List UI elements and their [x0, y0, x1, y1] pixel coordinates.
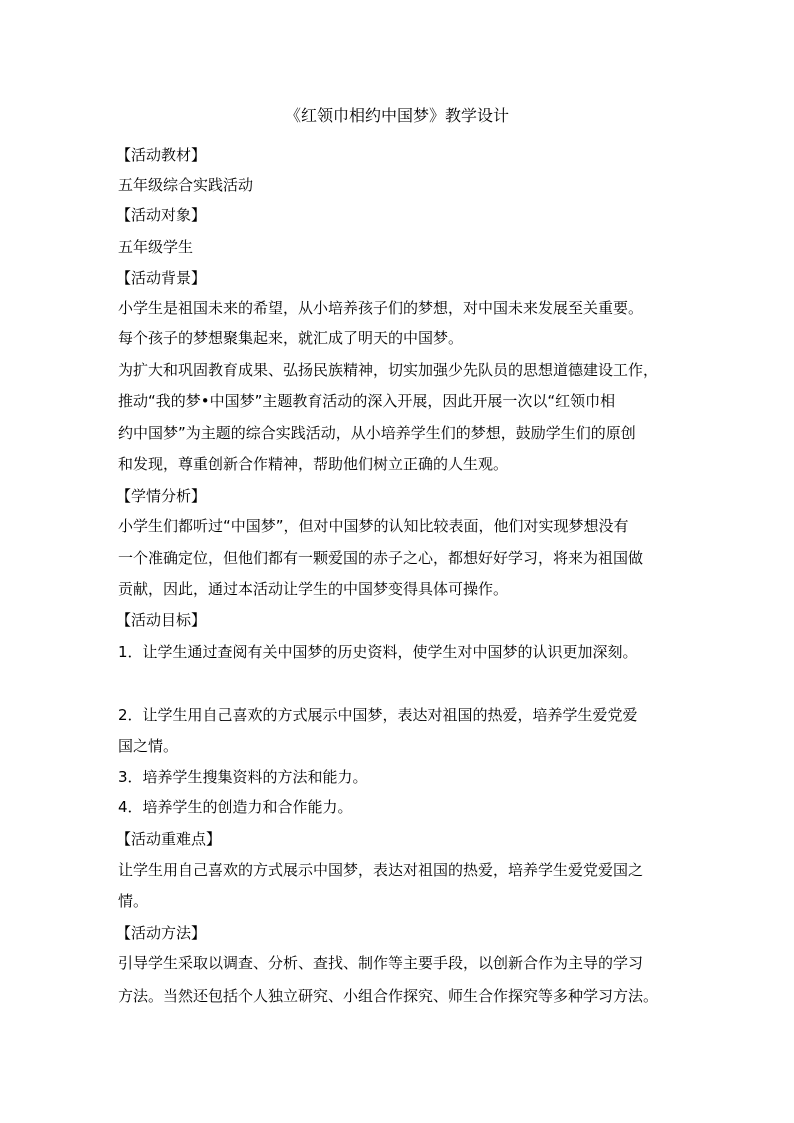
paragraph-line: 约中国梦”为主题的综合实践活动，从小培养学生们的梦想，鼓励学生们的原创 — [118, 424, 636, 442]
paragraph-line: 国之情。 — [118, 737, 179, 755]
section-heading-goals: 【活动目标】 — [116, 611, 207, 629]
paragraph-line: 一个准确定位，但他们都有一颗爱国的赤子之心，都想好好学习，将来为祖国做 — [118, 549, 644, 567]
paragraph-line: 贡献，因此，通过本活动让学生的中国梦变得具体可操作。 — [118, 580, 509, 598]
paragraph-line: 为扩大和巩固教育成果、弘扬民族精神，切实加强少先队员的思想道德建设工作， — [118, 361, 659, 379]
section-heading-analysis: 【学情分析】 — [116, 487, 207, 505]
paragraph-line: 情。 — [118, 892, 149, 910]
paragraph-line: 小学生们都听过“中国梦”，但对中国梦的认知比较表面，他们对实现梦想没有 — [118, 517, 629, 535]
section-heading-background: 【活动背景】 — [116, 269, 207, 287]
paragraph-line: 让学生用自己喜欢的方式展示中国梦，表达对祖国的热爱，培养学生爱党爱国之 — [118, 861, 644, 879]
paragraph-line: 方法。当然还包括个人独立研究、小组合作探究、师生合作探究等多种学习方法。 — [118, 987, 659, 1005]
paragraph-line: 五年级学生 — [118, 238, 194, 256]
paragraph-line: 和发现，尊重创新合作精神，帮助他们树立正确的人生观。 — [118, 455, 509, 473]
paragraph-line: 引导学生采取以调查、分析、查找、制作等主要手段，以创新合作为主导的学习 — [118, 954, 644, 972]
section-heading-methods: 【活动方法】 — [116, 924, 207, 942]
goal-item: 4．培养学生的创造力和合作能力。 — [118, 798, 353, 816]
section-heading-audience: 【活动对象】 — [116, 206, 207, 224]
paragraph-line: 每个孩子的梦想聚集起来，就汇成了明天的中国梦。 — [118, 329, 464, 347]
goal-item: 1．让学生通过查阅有关中国梦的历史资料，使学生对中国梦的认识更加深刻。 — [118, 643, 638, 661]
document-title: 《红领巾相约中国梦》教学设计 — [284, 106, 509, 125]
paragraph-line: 推动“我的梦•中国梦”主题教育活动的深入开展，因此开展一次以“红领巾相 — [118, 392, 616, 410]
section-heading-key-points: 【活动重难点】 — [116, 830, 222, 848]
goal-item: 2．让学生用自己喜欢的方式展示中国梦，表达对祖国的热爱，培养学生爱党爱 — [118, 706, 638, 724]
section-heading-materials: 【活动教材】 — [116, 146, 207, 164]
paragraph-line: 五年级综合实践活动 — [118, 176, 254, 194]
paragraph-line: 小学生是祖国未来的希望，从小培养孩子们的梦想，对中国未来发展至关重要。 — [118, 299, 644, 317]
goal-item: 3．培养学生搜集资料的方法和能力。 — [118, 768, 368, 786]
